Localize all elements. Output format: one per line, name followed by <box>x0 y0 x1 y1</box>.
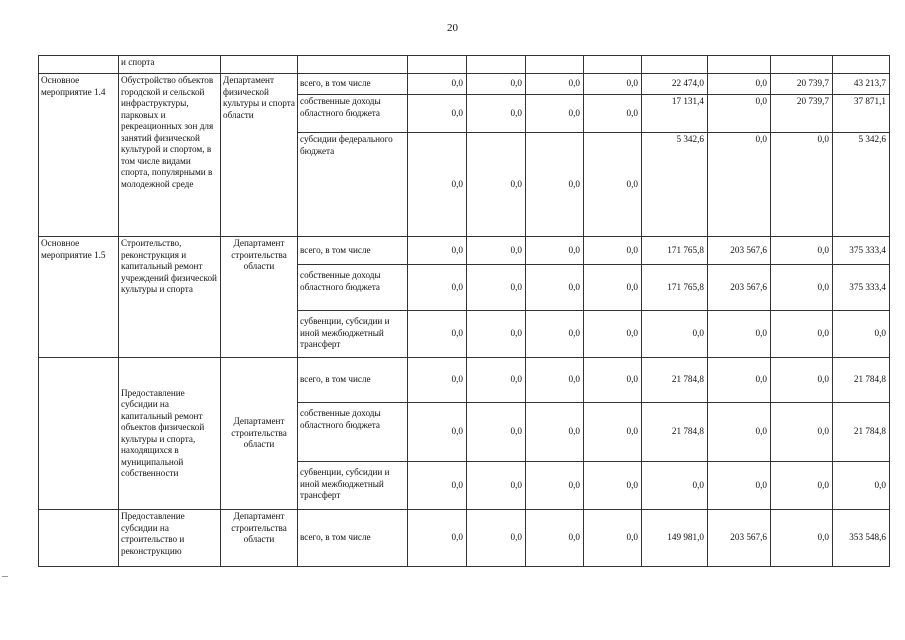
table-row <box>39 510 890 567</box>
value-cell: 0,0 <box>408 358 467 403</box>
value-cell: 0,0 <box>708 133 771 237</box>
funding-source: субвенции, субсидии и иной межбюджетный трансферт <box>298 462 408 510</box>
value-cell: 0,0 <box>708 74 771 95</box>
value-cell: 0,0 <box>526 358 584 403</box>
continuation-text: и спорта <box>119 56 221 74</box>
value-cell: 0,0 <box>467 133 526 237</box>
executor: Департамент физической культуры и спорта области <box>221 74 298 237</box>
executor: Департамент строительства области <box>221 358 298 510</box>
value-cell: 0,0 <box>642 311 708 358</box>
value-cell: 0,0 <box>526 403 584 462</box>
value-cell: 0,0 <box>584 311 642 358</box>
value-cell: 0,0 <box>584 403 642 462</box>
activity-label <box>39 510 119 567</box>
value-cell: 0,0 <box>526 237 584 265</box>
value-cell: 0,0 <box>771 265 833 311</box>
activity-label <box>39 358 119 510</box>
value-cell: 353 548,6 <box>833 510 890 567</box>
value-cell: 375 333,4 <box>833 265 890 311</box>
value-cell: 0,0 <box>833 311 890 358</box>
value-cell: 0,0 <box>708 95 771 133</box>
continuation-row <box>39 56 890 74</box>
value-cell: 0,0 <box>467 265 526 311</box>
value-cell: 0,0 <box>526 462 584 510</box>
value-cell: 0,0 <box>408 95 467 133</box>
value-cell: 0,0 <box>584 237 642 265</box>
value-cell: 0,0 <box>771 237 833 265</box>
value-cell: 0,0 <box>526 510 584 567</box>
value-cell: 21 784,8 <box>642 358 708 403</box>
activity-name: Предоставление субсидии на капитальный ремонт объектов физической культуры и спорта, находящихся в муниципальной собственности <box>119 358 221 510</box>
value-cell: 0,0 <box>408 74 467 95</box>
value-cell: 0,0 <box>584 358 642 403</box>
value-cell: 21 784,8 <box>642 403 708 462</box>
value-cell: 0,0 <box>408 510 467 567</box>
value-cell: 0,0 <box>771 510 833 567</box>
value-cell: 0,0 <box>467 237 526 265</box>
value-cell: 0,0 <box>526 265 584 311</box>
value-cell: 203 567,6 <box>708 265 771 311</box>
value-cell: 0,0 <box>584 462 642 510</box>
value-cell: 0,0 <box>771 133 833 237</box>
funding-source: всего, в том числе <box>298 74 408 95</box>
table-row <box>39 358 890 403</box>
value-cell: 0,0 <box>467 510 526 567</box>
value-cell: 0,0 <box>584 133 642 237</box>
value-cell: 203 567,6 <box>708 510 771 567</box>
value-cell: 0,0 <box>708 311 771 358</box>
value-cell: 0,0 <box>584 510 642 567</box>
value-cell: 0,0 <box>584 265 642 311</box>
activity-name: Обустройство объектов городской и сельской инфраструктуры, парковых и рекреационных зон для занятий физической культурой и спортом, в том числе видами спорта, популярными в молодежной среде <box>119 74 221 237</box>
value-cell: 171 765,8 <box>642 265 708 311</box>
value-cell: 0,0 <box>708 462 771 510</box>
value-cell: 0,0 <box>526 311 584 358</box>
value-cell: 0,0 <box>771 358 833 403</box>
value-cell: 0,0 <box>771 462 833 510</box>
funding-source: собственные доходы областного бюджета <box>298 265 408 311</box>
value-cell: 0,0 <box>833 462 890 510</box>
value-cell: 0,0 <box>408 311 467 358</box>
value-cell: 0,0 <box>467 462 526 510</box>
value-cell: 0,0 <box>408 403 467 462</box>
scan-edge-mark <box>2 576 8 577</box>
activity-label: Основное мероприятие 1.4 <box>39 74 119 237</box>
funding-source: субсидии федерального бюджета <box>298 133 408 237</box>
value-cell: 0,0 <box>467 95 526 133</box>
activity-name: Предоставление субсидии на строительство и реконструкцию <box>119 510 221 567</box>
value-cell: 0,0 <box>467 403 526 462</box>
value-cell: 203 567,6 <box>708 237 771 265</box>
value-cell: 0,0 <box>526 74 584 95</box>
value-cell: 22 474,0 <box>642 74 708 95</box>
value-cell: 0,0 <box>584 95 642 133</box>
value-cell: 0,0 <box>526 95 584 133</box>
value-cell: 20 739,7 <box>771 74 833 95</box>
value-cell: 0,0 <box>526 133 584 237</box>
value-cell: 0,0 <box>408 462 467 510</box>
funding-source: всего, в том числе <box>298 237 408 265</box>
value-cell: 20 739,7 <box>771 95 833 133</box>
funding-source: собственные доходы областного бюджета <box>298 403 408 462</box>
value-cell: 0,0 <box>642 462 708 510</box>
value-cell: 0,0 <box>708 403 771 462</box>
value-cell: 0,0 <box>584 74 642 95</box>
activity-name: Строительство, реконструкция и капитальный ремонт учреждений физической культуры и спорта <box>119 237 221 358</box>
value-cell: 0,0 <box>771 403 833 462</box>
funding-source: собственные доходы областного бюджета <box>298 95 408 133</box>
executor: Департамент строительства области <box>221 237 298 358</box>
activity-label: Основное мероприятие 1.5 <box>39 237 119 358</box>
value-cell: 149 981,0 <box>642 510 708 567</box>
value-cell: 0,0 <box>408 265 467 311</box>
value-cell: 0,0 <box>408 237 467 265</box>
value-cell: 0,0 <box>467 74 526 95</box>
value-cell: 0,0 <box>408 133 467 237</box>
table-row <box>39 237 890 265</box>
value-cell: 21 784,8 <box>833 358 890 403</box>
value-cell: 17 131,4 <box>642 95 708 133</box>
value-cell: 0,0 <box>708 358 771 403</box>
value-cell: 0,0 <box>467 358 526 403</box>
funding-source: субвенции, субсидии и иной межбюджетный трансферт <box>298 311 408 358</box>
table-row <box>39 74 890 95</box>
funding-source: всего, в том числе <box>298 510 408 567</box>
value-cell: 5 342,6 <box>833 133 890 237</box>
page-number: 20 <box>447 22 458 34</box>
value-cell: 0,0 <box>467 311 526 358</box>
value-cell: 21 784,8 <box>833 403 890 462</box>
value-cell: 43 213,7 <box>833 74 890 95</box>
executor: Департамент строительства области <box>221 510 298 567</box>
funding-source: всего, в том числе <box>298 358 408 403</box>
value-cell: 0,0 <box>771 311 833 358</box>
value-cell: 171 765,8 <box>642 237 708 265</box>
financing-table <box>38 55 890 567</box>
value-cell: 5 342,6 <box>642 133 708 237</box>
value-cell: 37 871,1 <box>833 95 890 133</box>
activity-cell <box>39 56 119 74</box>
value-cell: 375 333,4 <box>833 237 890 265</box>
